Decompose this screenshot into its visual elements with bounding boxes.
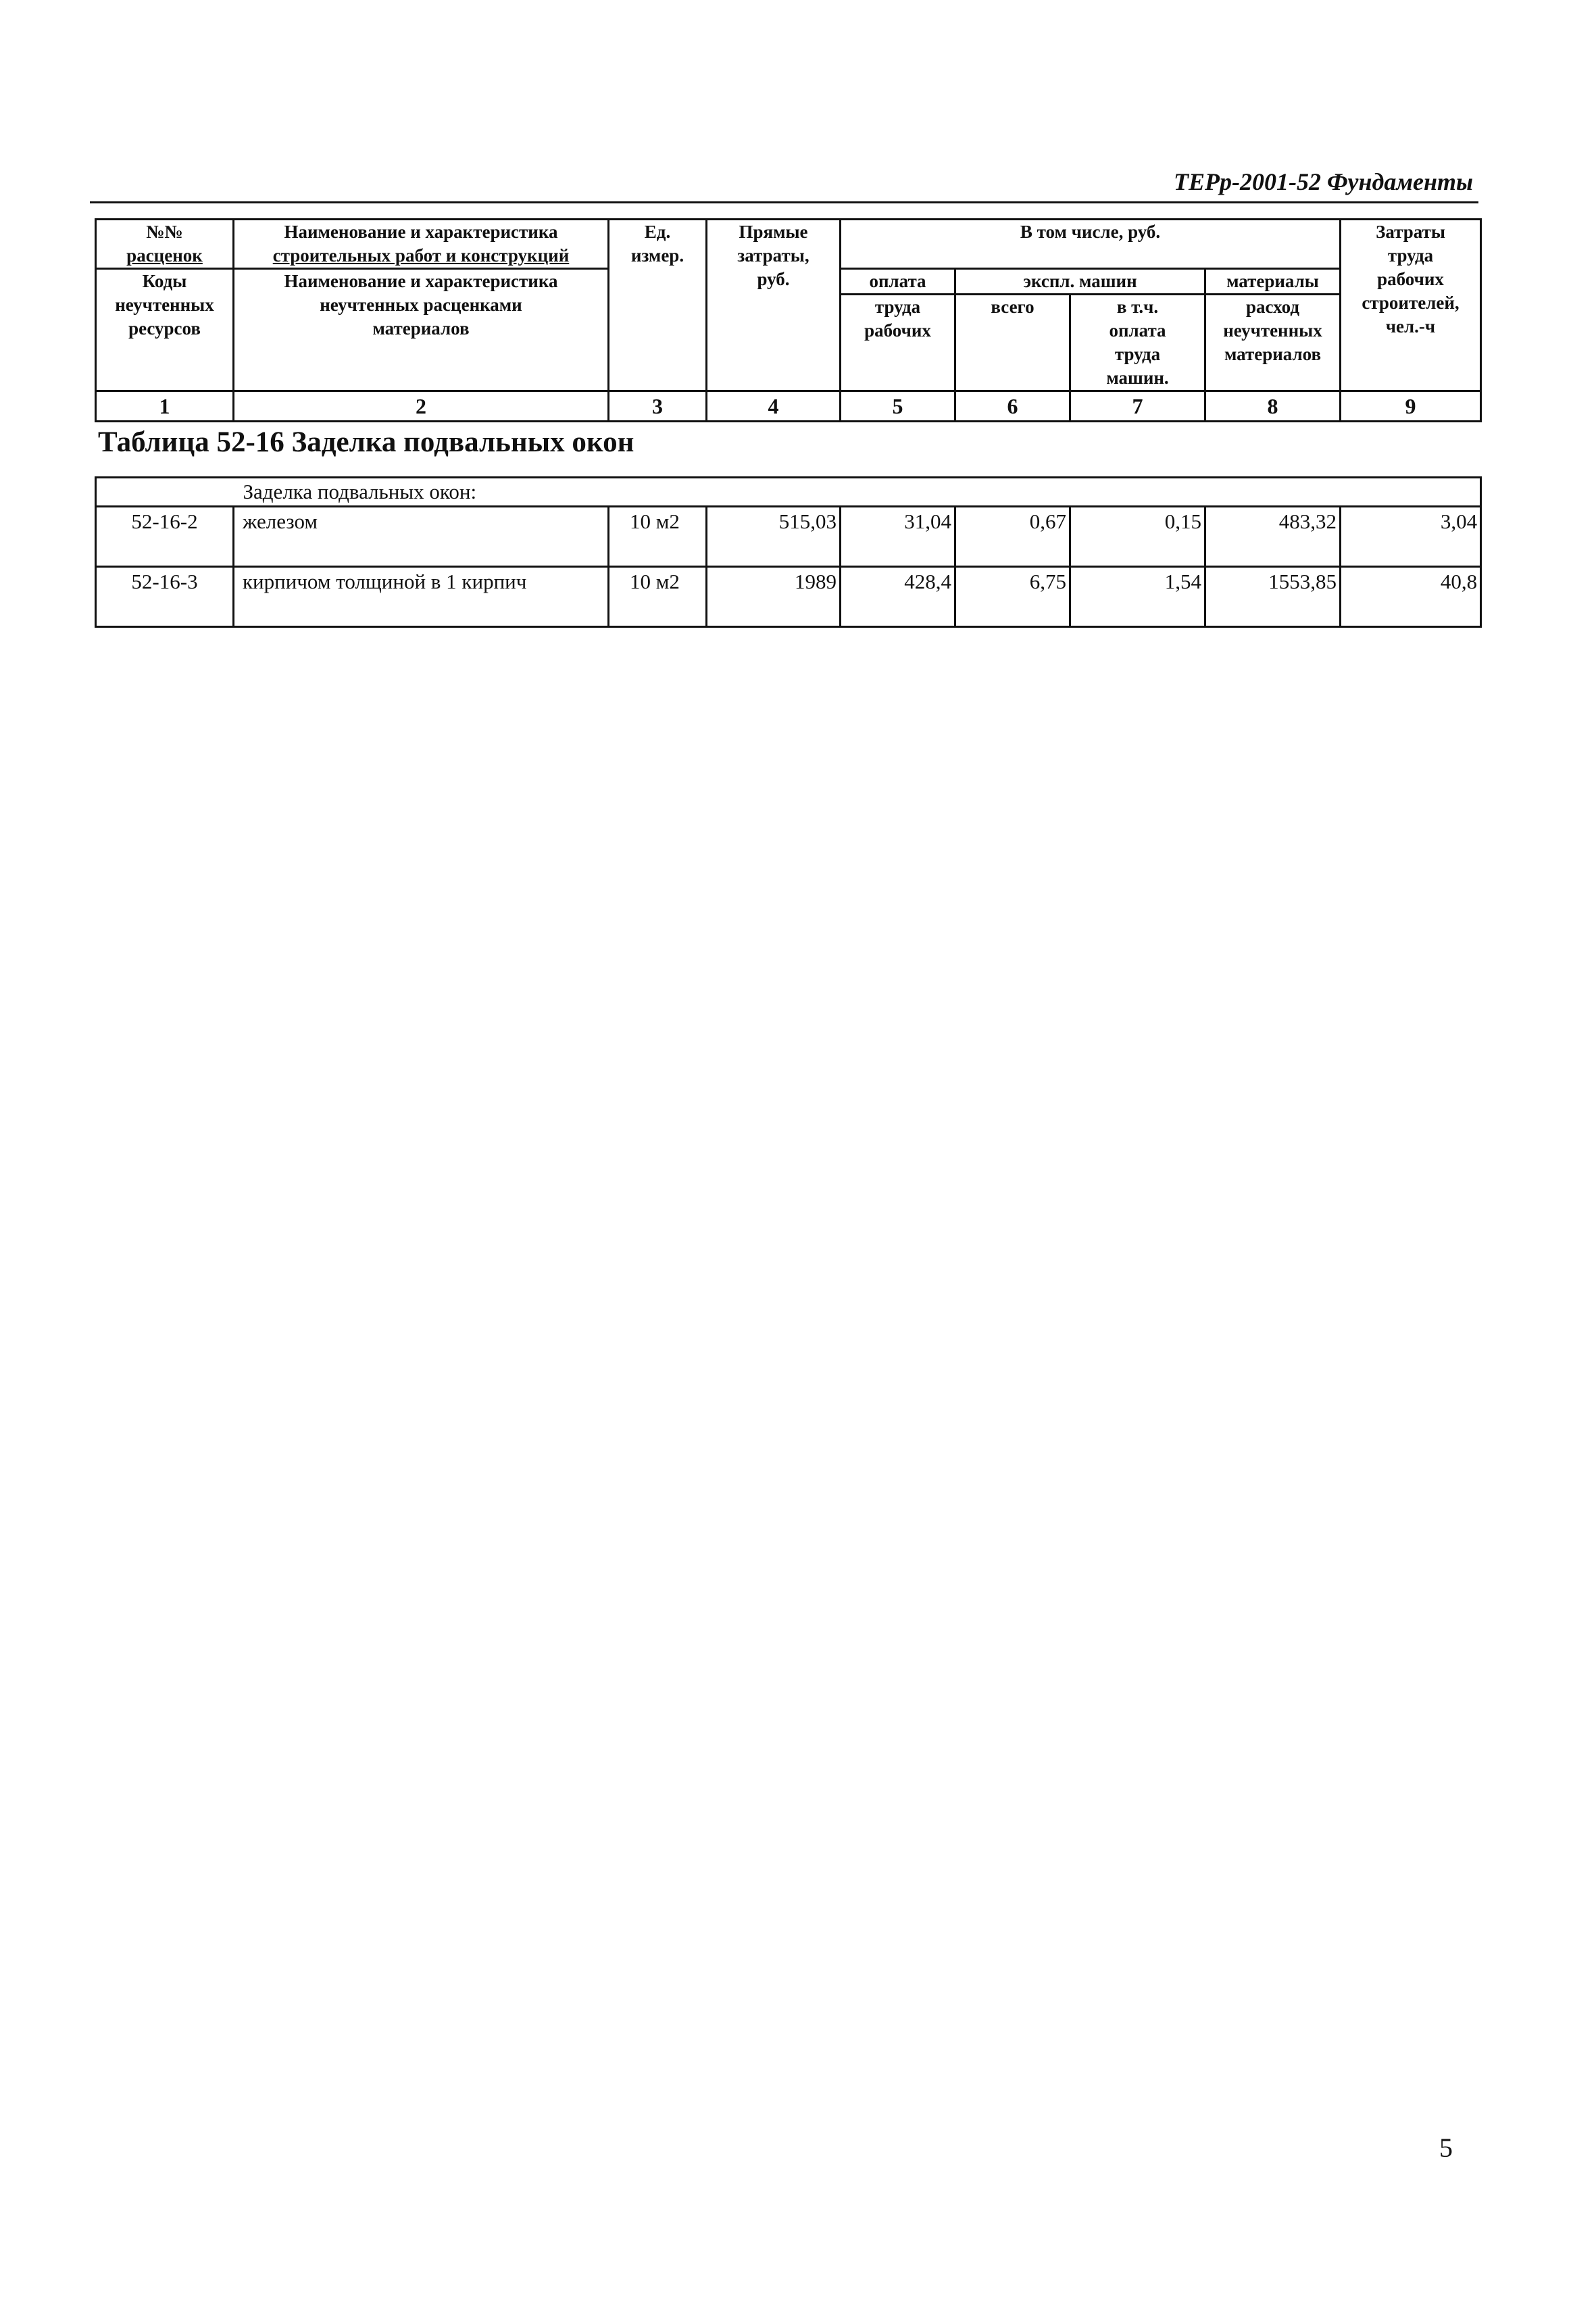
header-labor-hours: Затраты труда рабочих строителей, чел.-ч xyxy=(1341,220,1481,391)
header-workers-labor: труда рабочих xyxy=(841,295,955,391)
machine-labor: 0,15 xyxy=(1070,507,1205,567)
header-rate-numbers: №№ расценок xyxy=(96,220,234,269)
rate-code: 52-16-2 xyxy=(96,507,234,567)
column-number-row xyxy=(96,391,1481,422)
labor-hours: 3,04 xyxy=(1341,507,1481,567)
header-group-including: В том числе, руб. xyxy=(841,220,1341,269)
header-machine-labor: в т.ч. оплата труда машин. xyxy=(1070,295,1205,391)
column-number: 1 xyxy=(96,391,234,422)
direct-costs: 515,03 xyxy=(707,507,841,567)
column-number: 2 xyxy=(234,391,609,422)
table-row xyxy=(96,567,1481,627)
labor-pay: 31,04 xyxy=(841,507,955,567)
column-number: 8 xyxy=(1205,391,1341,422)
header-resource-codes: Коды неучтенных ресурсов xyxy=(96,269,234,391)
labor-hours: 40,8 xyxy=(1341,567,1481,627)
direct-costs: 1989 xyxy=(707,567,841,627)
labor-pay: 428,4 xyxy=(841,567,955,627)
materials: 1553,85 xyxy=(1205,567,1341,627)
header-machine-total: всего xyxy=(955,295,1070,391)
header-materials: материалы xyxy=(1205,269,1341,295)
rate-code: 52-16-3 xyxy=(96,567,234,627)
rates-table xyxy=(95,476,1482,628)
header-direct-costs: Прямые затраты, руб. xyxy=(707,220,841,391)
machine-total: 6,75 xyxy=(955,567,1070,627)
column-number: 9 xyxy=(1341,391,1481,422)
machine-labor: 1,54 xyxy=(1070,567,1205,627)
machine-total: 0,67 xyxy=(955,507,1070,567)
header-labor-pay: оплата xyxy=(841,269,955,295)
column-header-table xyxy=(95,218,1482,422)
header-unit: Ед. измер. xyxy=(609,220,707,391)
column-number: 7 xyxy=(1070,391,1205,422)
work-name: кирпичом толщиной в 1 кирпич xyxy=(234,567,609,627)
header-unaccounted-materials: расход неучтенных материалов xyxy=(1205,295,1341,391)
materials: 483,32 xyxy=(1205,507,1341,567)
unit: 10 м2 xyxy=(609,567,707,627)
column-number: 3 xyxy=(609,391,707,422)
running-head: ТЕРр-2001-52 Фундаменты xyxy=(1173,168,1473,195)
unit: 10 м2 xyxy=(609,507,707,567)
table-row xyxy=(96,507,1481,567)
work-name: железом xyxy=(234,507,609,567)
header-rule xyxy=(90,201,1478,203)
page-number: 5 xyxy=(1439,2133,1453,2163)
column-number: 5 xyxy=(841,391,955,422)
header-machine-operation: экспл. машин xyxy=(955,269,1205,295)
header-work-name: Наименование и характеристика строительных работ и конструкций xyxy=(234,220,609,269)
column-number: 4 xyxy=(707,391,841,422)
header-material-name: Наименование и характеристика неучтенных расценками материалов xyxy=(234,269,609,391)
section-blank-cell xyxy=(96,478,234,507)
section-title: Заделка подвальных окон: xyxy=(243,480,477,503)
section-row xyxy=(96,478,1481,507)
column-number: 6 xyxy=(955,391,1070,422)
table-title: Таблица 52-16 Заделка подвальных окон xyxy=(98,426,634,458)
